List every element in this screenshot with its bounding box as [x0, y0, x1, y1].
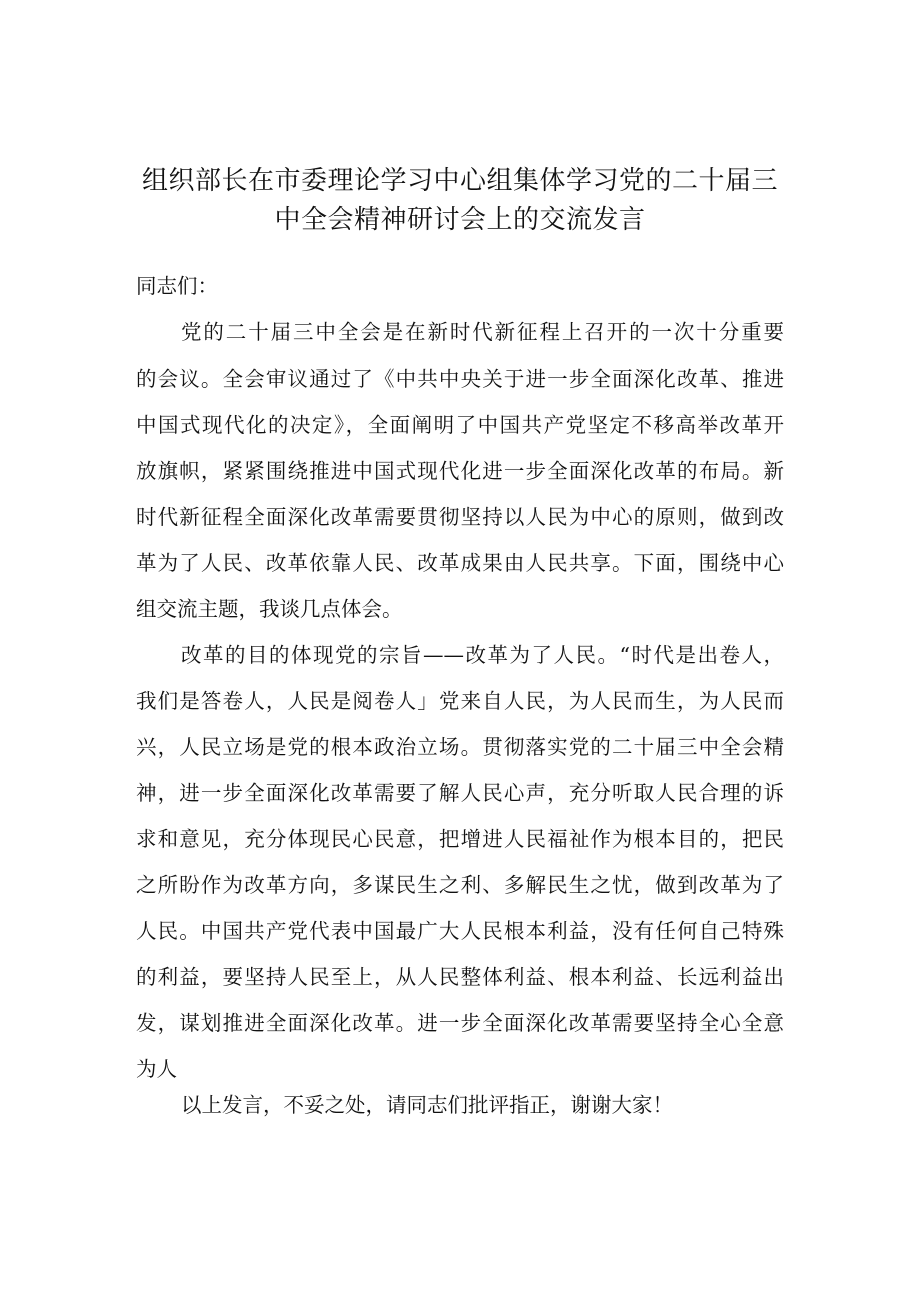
paragraph-2-line: 兴，人民立场是党的根本政治立场。贯彻落实党的二十届三中全会精 [136, 735, 784, 759]
document-title-line-1: 组织部长在市委理论学习中心组集体学习党的二十届三 [141, 166, 778, 196]
paragraph-1-line: 的会议。全会审议通过了《中共中央关于进一步全面深化改革、推进 [136, 367, 784, 391]
closing-remark: 以上发言，不妥之处，请同志们批评指正，谢谢大家！ [181, 1093, 673, 1117]
paragraph-1-line: 组交流主题，我谈几点体会。 [136, 597, 403, 621]
paragraph-2-line: 神，进一步全面深化改革需要了解人民心声，充分听取人民合理的诉 [136, 781, 784, 805]
paragraph-2-line: 为人 [136, 1057, 177, 1081]
paragraph-1-line: 革为了人民、改革依靠人民、改革成果由人民共享。下面，围绕中心 [136, 551, 784, 575]
paragraph-2-line: 人民。中国共产党代表中国最广大人民根本利益，没有任何自己特殊 [136, 919, 784, 943]
paragraph-2-line: 改革的目的体现党的宗旨——改革为了人民。“时代是出卷人， [181, 643, 784, 667]
paragraph-2-line: 我们是答卷人，人民是阅卷人」党来自人民，为人民而生，为人民而 [136, 689, 784, 713]
paragraph-2-line: 之所盼作为改革方向，多谋民生之利、多解民生之忧，做到改革为了 [136, 873, 784, 897]
paragraph-1-line: 放旗帜，紧紧围绕推进中国式现代化进一步全面深化改革的布局。新 [136, 459, 784, 483]
paragraph-1-line: 中国式现代化的决定》，全面阐明了中国共产党坚定不移高举改革开 [136, 413, 784, 437]
paragraph-2-line: 求和意见，充分体现民心民意，把增进人民福祉作为根本目的，把民 [136, 827, 784, 851]
document-title-line-2: 中全会精神研讨会上的交流发言 [274, 205, 646, 235]
salutation: 同志们： [136, 274, 218, 298]
paragraph-1-line: 党的二十届三中全会是在新时代新征程上召开的一次十分重要 [181, 320, 784, 344]
paragraph-2-line: 发，谋划推进全面深化改革。进一步全面深化改革需要坚持全心全意 [136, 1011, 784, 1035]
paragraph-2-line: 的利益，要坚持人民至上，从人民整体利益、根本利益、长远利益出 [136, 965, 784, 989]
paragraph-1-line: 时代新征程全面深化改革需要贯彻坚持以人民为中心的原则，做到改 [136, 505, 784, 529]
